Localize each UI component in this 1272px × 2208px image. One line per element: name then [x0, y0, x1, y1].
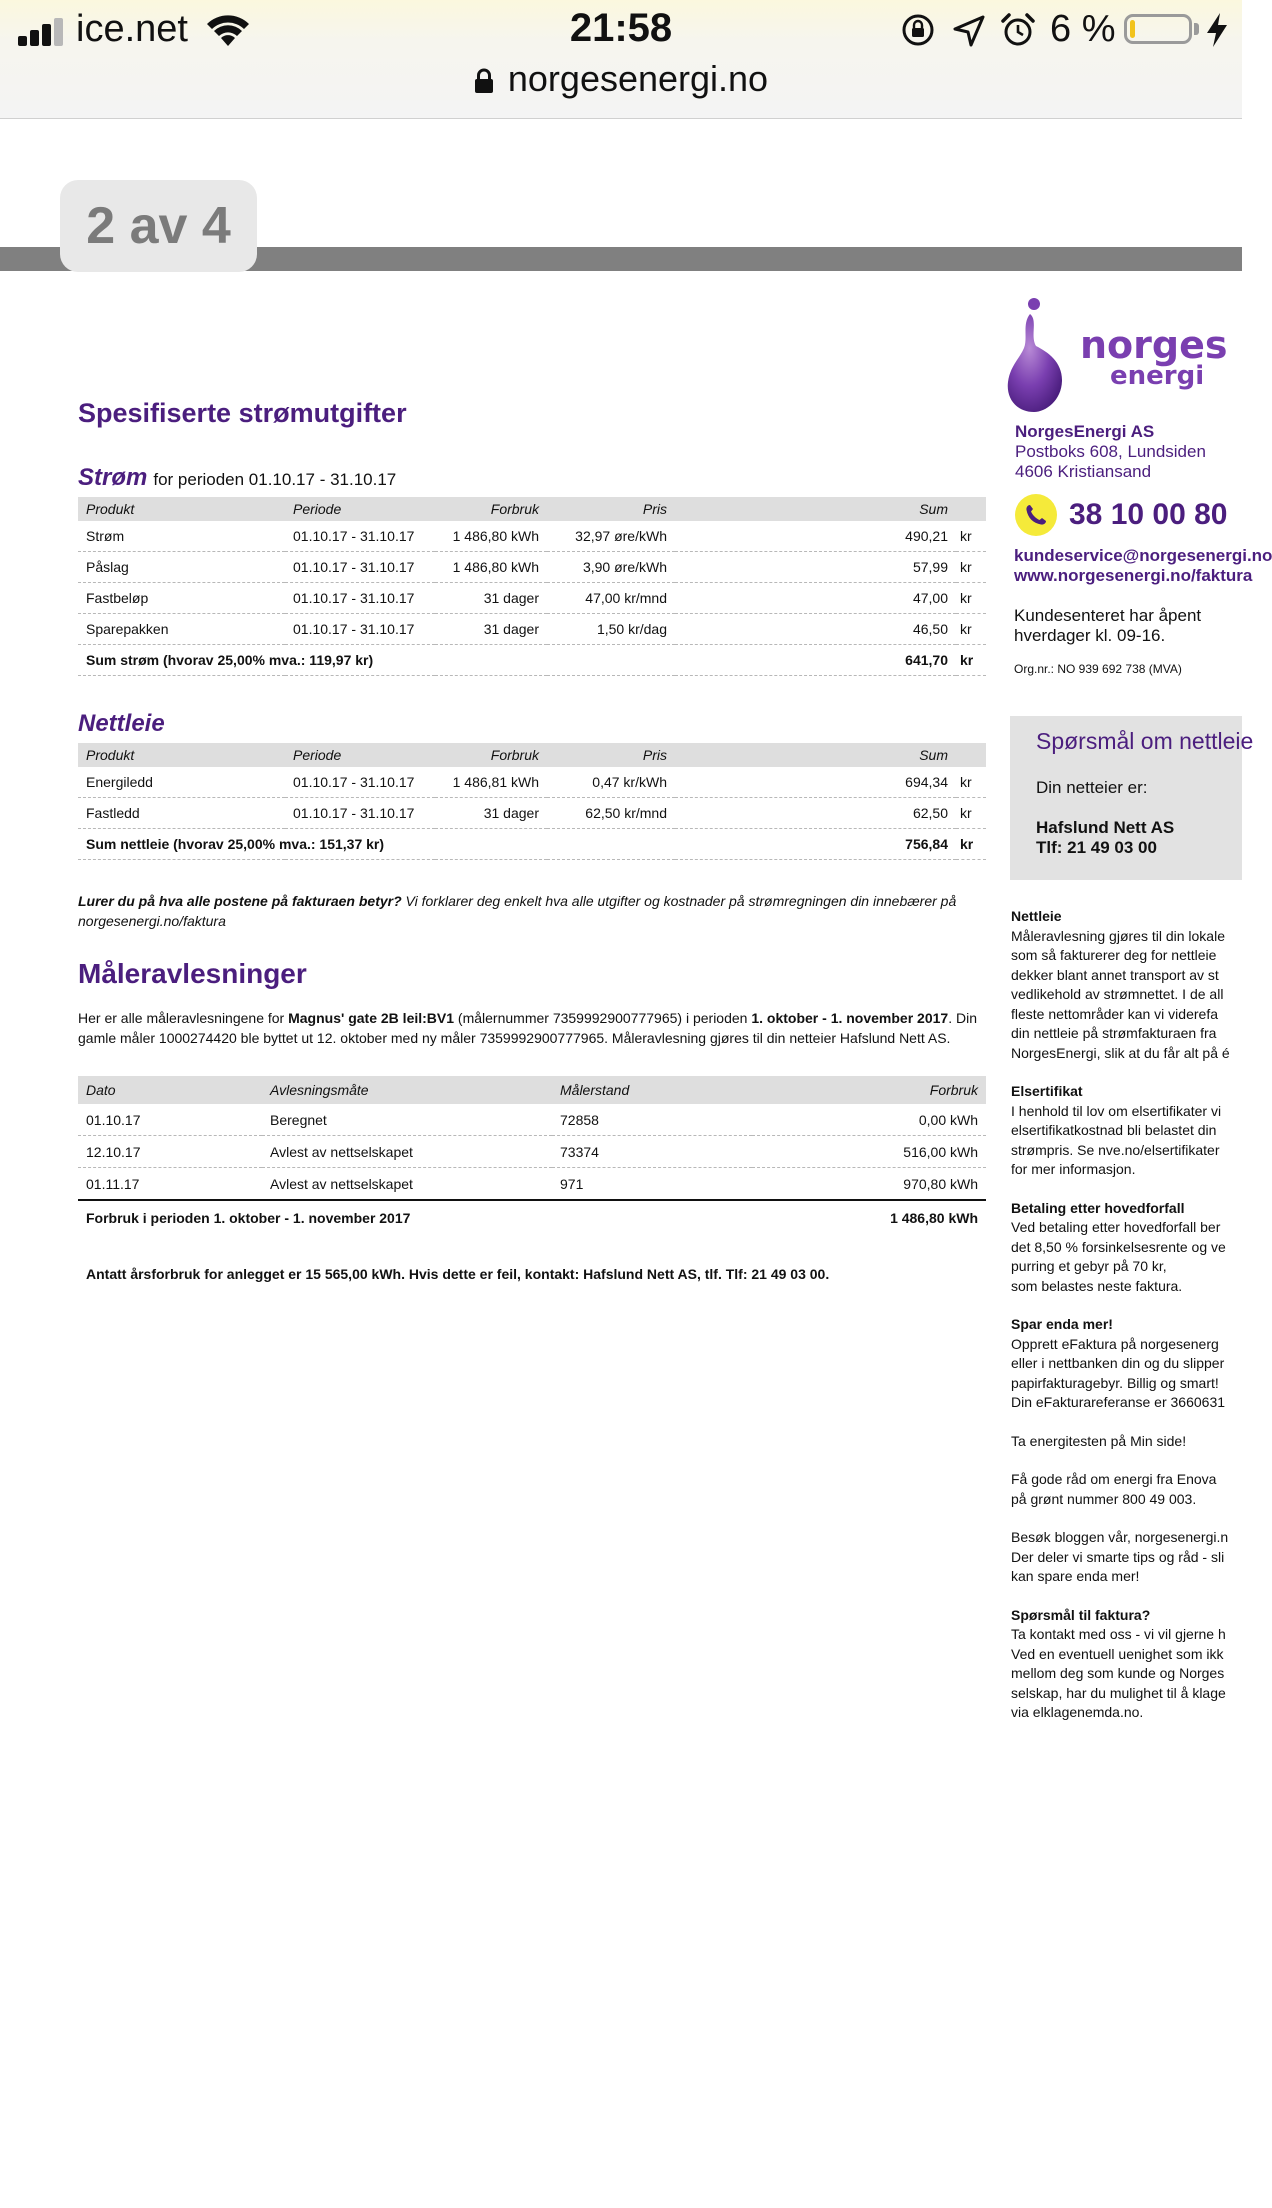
- meter-total-value: 1 486,80 kWh: [890, 1210, 978, 1226]
- strom-section-heading: [78, 464, 396, 492]
- battery-tip: [1194, 23, 1199, 35]
- side-note: [1011, 1315, 1242, 1413]
- annual-consumption-note: Antatt årsforbruk for anlegget er 15 565,00 kWh. Hvis dette er feil, kontakt: Hafslund Nett AS, tlf. Tlf: 21 49 03 00.: [86, 1266, 830, 1282]
- strom-heading-text: Strøm: [78, 464, 148, 491]
- side-note-line: via elklagenemda.no.: [1011, 1704, 1144, 1720]
- col-sum: Sum: [675, 743, 956, 767]
- strom-table: [78, 497, 986, 676]
- cell-pris: 0,47 kr/kWh: [547, 767, 675, 798]
- phone-number: 38 10 00 80: [1069, 498, 1228, 531]
- side-note-line: fleste nettområder kan vi viderefa: [1011, 1005, 1218, 1022]
- battery-level: [1130, 20, 1135, 38]
- netowner-title: Spørsmål om nettleie: [1036, 728, 1254, 754]
- battery-percentage: 6 %: [1050, 8, 1116, 50]
- alarm-clock-icon: [1000, 12, 1036, 48]
- side-note-line: Få gode råd om energi fra Enova: [1011, 1471, 1217, 1487]
- cell-sum: 490,21: [675, 521, 956, 552]
- col-malerstand: Målerstand: [552, 1076, 752, 1104]
- strom-total-row: [78, 645, 986, 676]
- side-note-line: papirfakturagebyr. Billig og smart!: [1011, 1374, 1219, 1391]
- side-note: [1011, 1470, 1242, 1509]
- cell-produkt: Sparepakken: [78, 614, 285, 645]
- table-row: [78, 521, 986, 552]
- nettleie-total-row: [78, 829, 986, 860]
- cell-pris: 3,90 øre/kWh: [547, 552, 675, 583]
- side-note-line: vedlikehold av strømnettet. I de all: [1011, 986, 1224, 1002]
- col-produkt: Produkt: [78, 497, 285, 521]
- meter-total-label: Forbruk i perioden 1. oktober - 1. november 2017: [86, 1210, 411, 1226]
- side-note-line: Besøk bloggen vår, norgesenergi.n: [1011, 1529, 1229, 1545]
- netowner-name: Hafslund Nett AS: [1036, 818, 1175, 837]
- location-arrow-icon: [952, 14, 986, 48]
- cell-unit: kr: [956, 767, 986, 798]
- cell-unit: kr: [956, 521, 986, 552]
- side-notes: [1011, 907, 1242, 1742]
- side-note-line: Din eFakturareferanse er 3660631: [1011, 1394, 1226, 1410]
- table-header-row: [78, 497, 986, 521]
- side-note-heading: Betaling etter hovedforfall: [1011, 1199, 1185, 1216]
- side-note-line: på grønt nummer 800 49 003.: [1011, 1490, 1197, 1507]
- col-avlesningsmate: Avlesningsmåte: [262, 1076, 552, 1104]
- side-note-line: Måleravlesning gjøres til din lokale: [1011, 927, 1225, 944]
- side-note: [1011, 907, 1242, 1063]
- nettleie-total-label: Sum nettleie (hvorav 25,00% mva.: 151,37 kr): [78, 829, 675, 860]
- meter-period: 1. oktober - 1. november 2017: [751, 1010, 949, 1026]
- side-note-line: Ta energitesten på Min side!: [1011, 1432, 1187, 1449]
- cell-sum: 694,34: [675, 767, 956, 798]
- strom-total-label: Sum strøm (hvorav 25,00% mva.: 119,97 kr): [78, 645, 675, 676]
- org-number: Org.nr.: NO 939 692 738 (MVA): [1014, 662, 1182, 676]
- side-note-heading: Spørsmål til faktura?: [1011, 1606, 1151, 1623]
- logo-wordmark-2: energi: [1110, 361, 1205, 391]
- col-pris: Pris: [547, 743, 675, 767]
- side-note: [1011, 1432, 1242, 1452]
- side-note-line: Der deler vi smarte tips og råd - sli: [1011, 1548, 1225, 1565]
- cell-produkt: Fastbeløp: [78, 583, 285, 614]
- contact-links: [1014, 546, 1272, 586]
- side-note-line: for mer informasjon.: [1011, 1161, 1136, 1177]
- side-note-line: mellom deg som kunde og Norges: [1011, 1665, 1225, 1681]
- table-row: [78, 767, 986, 798]
- col-unit: [956, 497, 986, 521]
- side-note-line: strømpris. Se nve.no/elsertifikater: [1011, 1141, 1220, 1158]
- cell-pris: 62,50 kr/mnd: [547, 798, 675, 829]
- strom-total-sum: 641,70: [675, 645, 956, 676]
- side-note-line: Ved en eventuell uenighet som ikk: [1011, 1645, 1224, 1662]
- netowner-details: [1036, 818, 1174, 858]
- lock-icon: [474, 68, 494, 94]
- cell-periode: 01.10.17 - 31.10.17: [285, 614, 435, 645]
- charging-bolt-icon: [1204, 12, 1230, 48]
- norgesenergi-logo: [1004, 296, 1234, 414]
- nettleie-total-unit: kr: [956, 829, 986, 860]
- side-note-line: som belastes neste faktura.: [1011, 1277, 1183, 1294]
- col-forbruk: Forbruk: [435, 497, 547, 521]
- col-unit: [956, 743, 986, 767]
- nettleie-total-sum: 756,84: [675, 829, 956, 860]
- strom-period: for perioden 01.10.17 - 31.10.17: [153, 470, 397, 489]
- col-sum: Sum: [675, 497, 956, 521]
- meter-text-part: Her er alle måleravlesningene for: [78, 1010, 289, 1026]
- table-row: [78, 583, 986, 614]
- cell-forbruk: 31 dager: [435, 798, 547, 829]
- side-note-line: NorgesEnergi, slik at du får alt på é: [1011, 1044, 1230, 1061]
- side-note-line: som så fakturerer deg for nettleie: [1011, 947, 1217, 963]
- side-note-line: kan spare enda mer!: [1011, 1568, 1140, 1584]
- table-row: [78, 1104, 986, 1136]
- table-row: [78, 1168, 986, 1201]
- meter-address: Magnus' gate 2B leil:BV1: [288, 1010, 455, 1026]
- cell-forbruk: 0,00 kWh: [752, 1104, 986, 1136]
- col-periode: Periode: [285, 497, 435, 521]
- carrier-name: ice.net: [76, 8, 188, 50]
- cell-produkt: Strøm: [78, 521, 285, 552]
- cell-forbruk: 516,00 kWh: [752, 1136, 986, 1168]
- document-title: Spesifiserte strømutgifter: [78, 398, 407, 428]
- cell-forbruk: 31 dager: [435, 583, 547, 614]
- cell-dato: 12.10.17: [78, 1136, 262, 1168]
- logo-wordmark-1: norges: [1080, 323, 1228, 367]
- company-name: NorgesEnergi AS: [1015, 422, 1155, 441]
- meter-text-part: (målernummer 7359992900777965) i perioden: [454, 1010, 752, 1026]
- netowner-box: [1010, 716, 1254, 880]
- cell-forbruk: 1 486,80 kWh: [435, 552, 547, 583]
- cell-unit: kr: [956, 583, 986, 614]
- side-note-line: eller i nettbanken din og du slipper: [1011, 1355, 1225, 1371]
- side-note-line: din nettleie på strømfakturaen fra: [1011, 1025, 1217, 1041]
- side-note: [1011, 1528, 1242, 1587]
- side-note-line: Ved betaling etter hovedforfall ber: [1011, 1219, 1221, 1235]
- invoice-explanation: [78, 891, 990, 931]
- cell-dato: 01.10.17: [78, 1104, 262, 1136]
- status-bar: [0, 0, 1242, 119]
- cell-sum: 57,99: [675, 552, 956, 583]
- meter-readings-intro: [78, 1008, 990, 1048]
- col-produkt: Produkt: [78, 743, 285, 767]
- clock: 21:58: [569, 6, 673, 50]
- phone-icon: [1015, 494, 1057, 536]
- netowner-label: Din netteier er:: [1036, 778, 1148, 797]
- col-forbruk: Forbruk: [435, 743, 547, 767]
- side-note-line: selskap, har du mulighet til å klage: [1011, 1684, 1226, 1701]
- col-periode: Periode: [285, 743, 435, 767]
- cell-pris: 47,00 kr/mnd: [547, 583, 675, 614]
- hours-line-1: Kundesenteret har åpent: [1014, 606, 1202, 625]
- side-note-line: dekker blant annet transport av st: [1011, 966, 1219, 983]
- strom-total-unit: kr: [956, 645, 986, 676]
- address-line-1: Postboks 608, Lundsiden: [1015, 442, 1206, 461]
- side-note-line: Ta kontakt med oss - vi vil gjerne h: [1011, 1626, 1226, 1642]
- cell-periode: 01.10.17 - 31.10.17: [285, 767, 435, 798]
- cell-produkt: Fastledd: [78, 798, 285, 829]
- web-link[interactable]: www.norgesenergi.no/faktura: [1014, 566, 1253, 585]
- cell-unit: kr: [956, 614, 986, 645]
- page-indicator: 2 av 4: [60, 180, 257, 272]
- cell-periode: 01.10.17 - 31.10.17: [285, 583, 435, 614]
- side-note-line: elsertifikatkostnad bli belastet din: [1011, 1122, 1217, 1138]
- side-note-line: purring et gebyr på 70 kr,: [1011, 1258, 1167, 1274]
- cell-forbruk: 1 486,80 kWh: [435, 521, 547, 552]
- cell-produkt: Energiledd: [78, 767, 285, 798]
- side-note-heading: Elsertifikat: [1011, 1083, 1083, 1099]
- cell-periode: 01.10.17 - 31.10.17: [285, 552, 435, 583]
- opening-hours: [1014, 606, 1201, 646]
- col-pris: Pris: [547, 497, 675, 521]
- cell-malerstand: 73374: [552, 1136, 752, 1168]
- side-note: [1011, 1082, 1242, 1180]
- netowner-phone: Tlf: 21 49 03 00: [1036, 838, 1157, 857]
- side-note: [1011, 1199, 1242, 1297]
- rotation-lock-icon: [900, 12, 936, 48]
- table-row: [78, 552, 986, 583]
- battery-icon: [1124, 14, 1192, 44]
- nettleie-section-heading: Nettleie: [78, 710, 165, 737]
- url-text: norgesenergi.no: [507, 58, 769, 99]
- side-note-line: I henhold til lov om elsertifikater vi: [1011, 1102, 1222, 1119]
- col-dato: Dato: [78, 1076, 262, 1104]
- cell-avlesningsmate: Beregnet: [262, 1104, 552, 1136]
- cell-unit: kr: [956, 552, 986, 583]
- phone-badge: [1015, 494, 1057, 536]
- side-note-heading: Nettleie: [1011, 908, 1062, 924]
- cell-dato: 01.11.17: [78, 1168, 262, 1201]
- table-header-row: [78, 743, 986, 767]
- cell-pris: 32,97 øre/kWh: [547, 521, 675, 552]
- side-note-line: det 8,50 % forsinkelsesrente og ve: [1011, 1238, 1226, 1255]
- info-question: Lurer du på hva alle postene på fakturaen betyr?: [78, 893, 402, 909]
- cell-avlesningsmate: Avlest av nettselskapet: [262, 1136, 552, 1168]
- table-row: [78, 798, 986, 829]
- cell-unit: kr: [956, 798, 986, 829]
- col-forbruk: Forbruk: [752, 1076, 986, 1104]
- info-answer: Vi forklarer deg enkelt hva alle utgifter og kostnader på strømregningen din innebærer på norgesenergi.no/faktura: [78, 893, 957, 929]
- company-address: [1015, 422, 1206, 482]
- side-note-line: Opprett eFaktura på norgesenerg: [1011, 1335, 1219, 1352]
- cell-sum: 62,50: [675, 798, 956, 829]
- side-note-heading: Spar enda mer!: [1011, 1316, 1113, 1332]
- cell-periode: 01.10.17 - 31.10.17: [285, 798, 435, 829]
- meter-total-row: [78, 1200, 986, 1235]
- email-link[interactable]: kundeservice@norgesenergi.no: [1014, 546, 1272, 565]
- cell-malerstand: 72858: [552, 1104, 752, 1136]
- cell-periode: 01.10.17 - 31.10.17: [285, 521, 435, 552]
- table-header-row: [78, 1076, 986, 1104]
- address-line-2: 4606 Kristiansand: [1015, 462, 1152, 481]
- nettleie-table: [78, 743, 986, 860]
- table-row: [78, 614, 986, 645]
- cell-forbruk: 1 486,81 kWh: [435, 767, 547, 798]
- cell-sum: 46,50: [675, 614, 956, 645]
- cell-produkt: Påslag: [78, 552, 285, 583]
- cell-pris: 1,50 kr/dag: [547, 614, 675, 645]
- cell-forbruk: 31 dager: [435, 614, 547, 645]
- cell-sum: 47,00: [675, 583, 956, 614]
- meter-readings-heading: Måleravlesninger: [78, 958, 307, 989]
- meter-readings-table: [78, 1076, 986, 1235]
- address-bar[interactable]: [0, 58, 1242, 100]
- side-note: [1011, 1606, 1242, 1723]
- meter-text-part: . Din gamle måler 1000274420 ble byttet ut 12. oktober med ny måler 7359992900777965. Måleravlesning gjøres til din netteier Hafslund Nett AS.: [78, 1010, 977, 1046]
- cell-avlesningsmate: Avlest av nettselskapet: [262, 1168, 552, 1201]
- cell-malerstand: 971: [552, 1168, 752, 1201]
- hours-line-2: hverdager kl. 09-16.: [1014, 626, 1166, 645]
- cell-forbruk: 970,80 kWh: [752, 1168, 986, 1201]
- table-row: [78, 1136, 986, 1168]
